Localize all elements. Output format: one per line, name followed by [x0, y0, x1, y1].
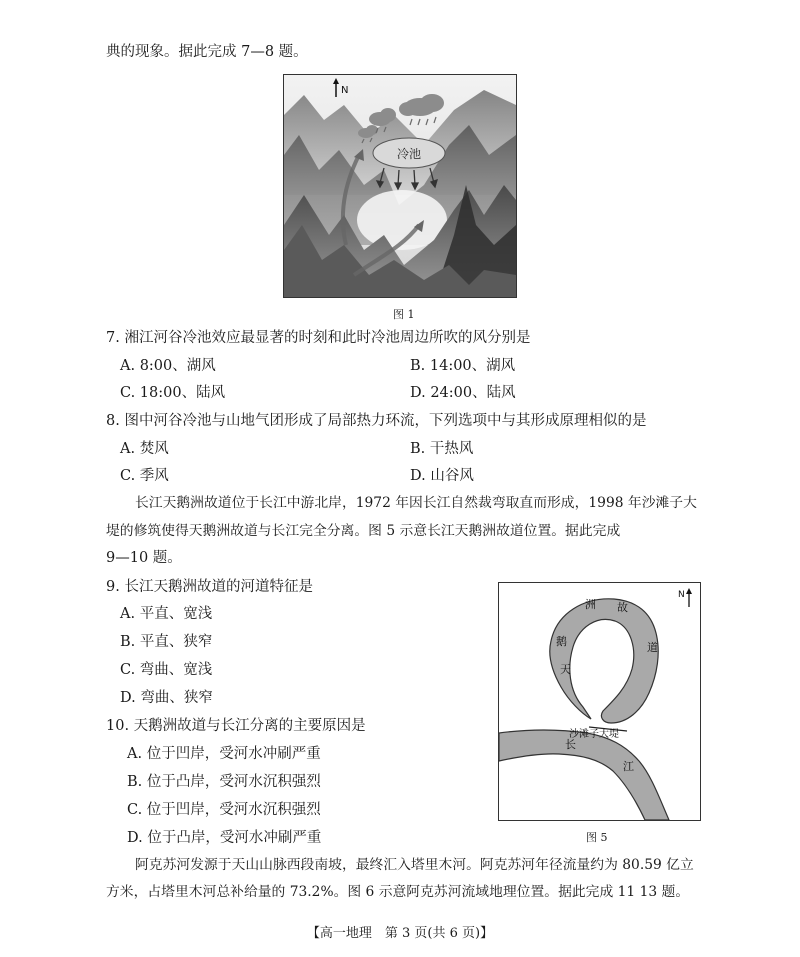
label-gu: 故 [617, 601, 628, 614]
yangtze-river [499, 730, 669, 820]
q8-option-b[interactable]: B. 干热风 [410, 441, 474, 457]
figure-5-map [498, 582, 701, 821]
figure-1-illustration [284, 75, 516, 297]
label-chang: 长 [565, 738, 576, 751]
label-dao: 道 [647, 641, 658, 654]
q8-option-a[interactable]: A. 焚风 [120, 441, 169, 457]
q8-option-d[interactable]: D. 山谷风 [410, 468, 474, 484]
label-zhou: 洲 [585, 598, 596, 611]
q10-option-c[interactable]: C. 位于凹岸，受河水沉积强烈 [127, 802, 321, 818]
figure-5-illustration [499, 583, 700, 820]
q7-stem: 7. 湘江河谷冷池效应最显著的时刻和此时冷池周边所吹的风分别是 [106, 330, 531, 346]
q10-stem: 10. 天鹅洲故道与长江分离的主要原因是 [106, 718, 366, 734]
north-label: N [341, 85, 349, 96]
cold-pool-label: 冷池 [397, 147, 422, 161]
passage-2-line-2: 堤的修筑使得天鹅洲故道与长江完全分离。图 5 示意长江天鹅洲故道位置。据此完成 [106, 523, 621, 539]
passage-2-line-3: 9—10 题。 [106, 550, 182, 566]
label-tian: 天 [560, 663, 571, 676]
q8-option-c[interactable]: C. 季风 [120, 468, 169, 484]
oxbow-lake [550, 599, 658, 723]
passage-3-line-1: 阿克苏河发源于天山山脉西段南坡，最终汇入塔里木河。阿克苏河年径流量约为 80.59 亿立 [135, 857, 694, 873]
q10-option-a[interactable]: A. 位于凹岸，受河水冲刷严重 [127, 746, 321, 762]
q9-option-b[interactable]: B. 平直、狭窄 [120, 634, 213, 650]
label-jiang: 江 [623, 760, 634, 773]
q9-option-a[interactable]: A. 平直、宽浅 [120, 606, 213, 622]
q10-option-d[interactable]: D. 位于凸岸，受河水冲刷严重 [127, 830, 322, 846]
north-label-5: N [678, 590, 685, 600]
q9-stem: 9. 长江天鹅洲故道的河道特征是 [106, 579, 313, 595]
q7-option-b[interactable]: B. 14:00、湖风 [410, 358, 516, 374]
figure-1-caption: 图 1 [393, 308, 415, 321]
intro-tail: 典的现象。据此完成 7—8 题。 [106, 44, 308, 60]
figure-1-cold-pool [283, 74, 517, 298]
figure-5-caption: 图 5 [586, 831, 608, 844]
q7-option-a[interactable]: A. 8:00、湖风 [120, 358, 216, 374]
q8-stem: 8. 图中河谷冷池与山地气团形成了局部热力环流，下列选项中与其形成原理相似的是 [106, 413, 647, 429]
page-footer: 【高一地理 第 3 页(共 6 页)】 [306, 926, 494, 941]
q7-option-c[interactable]: C. 18:00、陆风 [120, 385, 226, 401]
passage-2-line-1: 长江天鹅洲故道位于长江中游北岸，1972 年因长江自然裁弯取直而形成，1998 年沙滩子大 [135, 495, 697, 511]
q10-option-b[interactable]: B. 位于凸岸，受河水沉积强烈 [127, 774, 321, 790]
q9-option-c[interactable]: C. 弯曲、宽浅 [120, 662, 213, 678]
q9-option-d[interactable]: D. 弯曲、狭窄 [120, 690, 213, 706]
north-arrow-icon [686, 588, 692, 607]
q7-option-d[interactable]: D. 24:00、陆风 [410, 385, 516, 401]
passage-3-line-2: 方米，占塔里木河总补给量的 73.2%。图 6 示意阿克苏河流域地理位置。据此完成 11 13 题。 [106, 884, 690, 900]
label-e: 鹅 [556, 635, 567, 648]
dike-label: 沙滩子大堤 [569, 729, 619, 740]
